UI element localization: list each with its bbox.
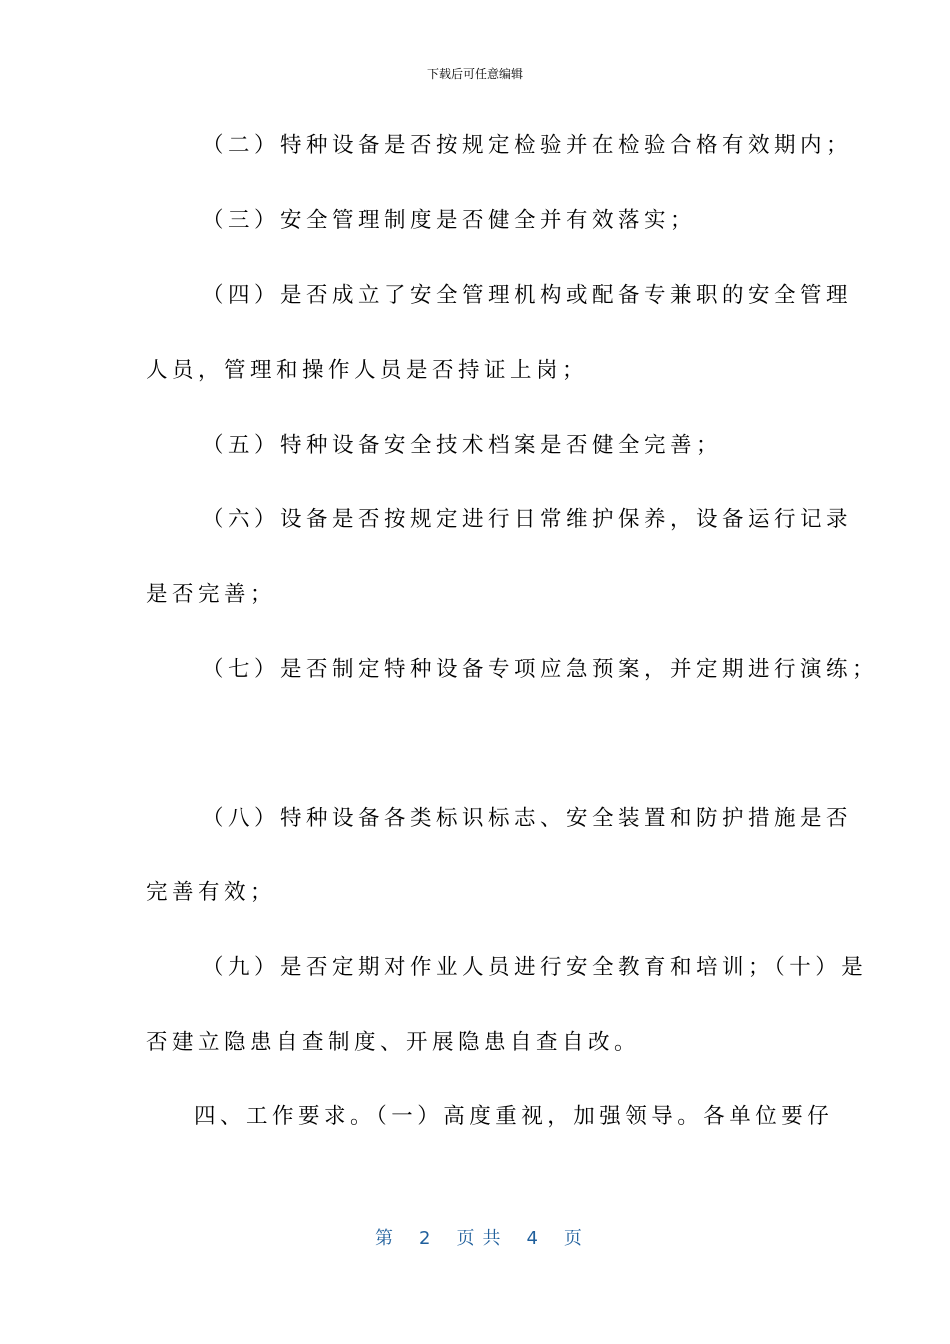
body-line: （九）是否定期对作业人员进行安全教育和培训；（十）是 (202, 955, 868, 980)
body-line: 是否完善； (146, 582, 277, 607)
body-line: （二）特种设备是否按规定检验并在检验合格有效期内； (202, 133, 853, 158)
page-header: 下载后可任意编辑 (426, 67, 523, 81)
body-line: （八）特种设备各类标识标志、安全装置和防护措施是否 (202, 806, 853, 831)
body-line: （五）特种设备安全技术档案是否健全完善； (202, 433, 723, 458)
footer-prefix: 第 (375, 1228, 393, 1249)
body-line: 完善有效； (146, 880, 277, 905)
body-line: 四、工作要求。（一）高度重视，加强领导。各单位要仔 (194, 1104, 834, 1129)
body-line: 人员，管理和操作人员是否持证上岗； (146, 358, 589, 383)
body-line: （四）是否成立了安全管理机构或配备专兼职的安全管理 (202, 283, 853, 308)
footer-total-pages: 4 (526, 1228, 538, 1249)
footer-current-page: 2 (419, 1228, 431, 1249)
page-footer (375, 1226, 582, 1252)
body-line: 否建立隐患自查制度、开展隐患自查自改。 (146, 1030, 641, 1055)
body-line: （六）设备是否按规定进行日常维护保养，设备运行记录 (202, 507, 853, 532)
body-line: （七）是否制定特种设备专项应急预案，并定期进行演练； (202, 657, 879, 682)
body-line: （三）安全管理制度是否健全并有效落实； (202, 208, 697, 233)
footer-middle: 页共 (456, 1228, 509, 1249)
footer-suffix: 页 (563, 1228, 582, 1249)
